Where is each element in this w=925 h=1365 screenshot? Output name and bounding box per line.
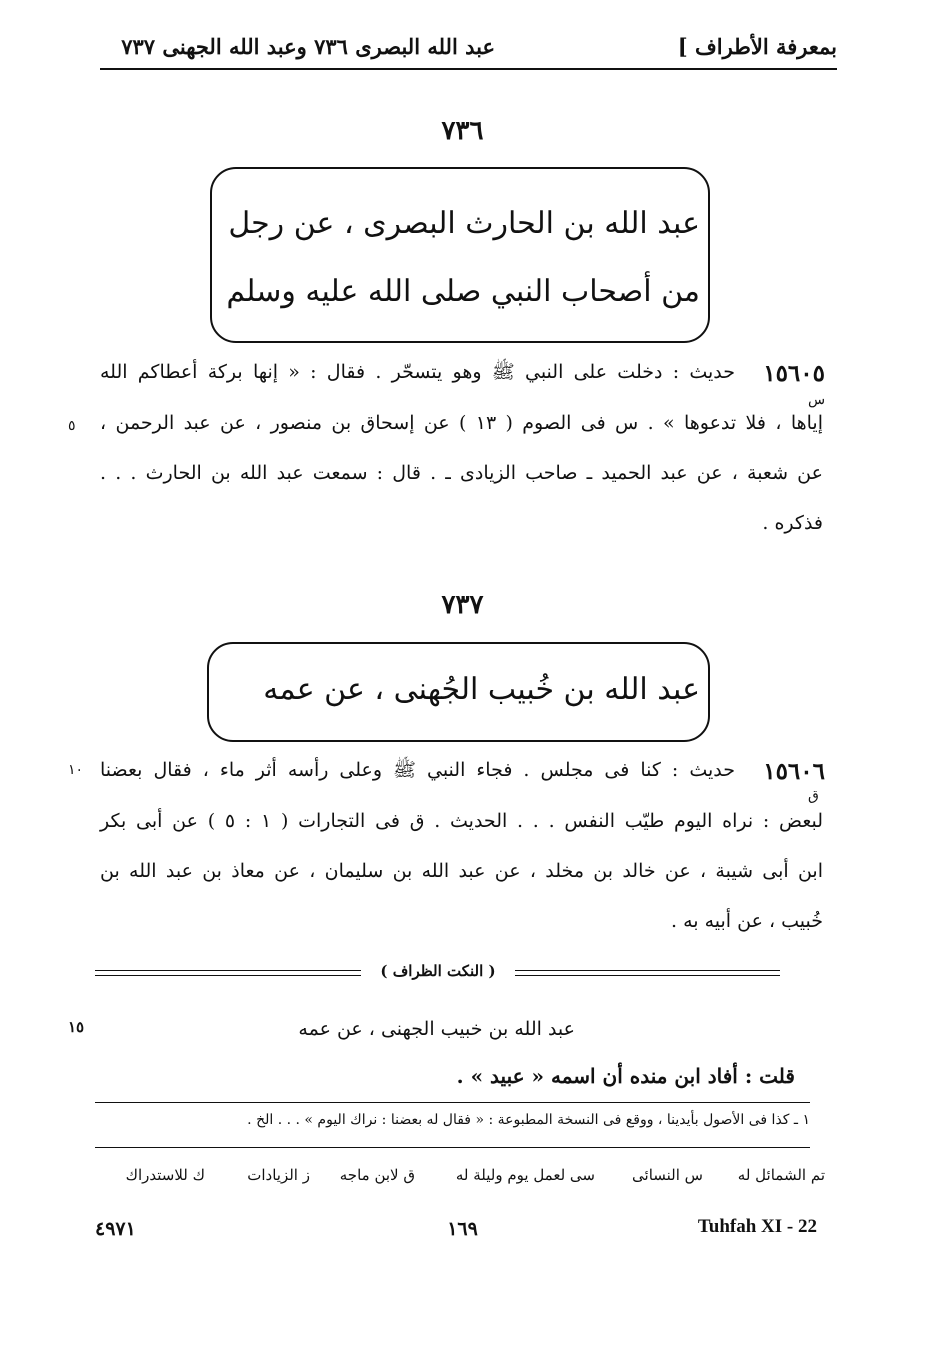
footer-volume: Tuhfah XI - 22 xyxy=(697,1216,817,1237)
running-header-center: عبد الله البصرى ٧٣٦ وعبد الله الجهنى ٧٣٧ xyxy=(121,34,495,59)
abbreviations-rule xyxy=(95,1147,810,1148)
divider-rule-left xyxy=(95,975,361,976)
section-number: ٧٣٦ xyxy=(441,116,484,146)
nukat-note: قلت : أفاد ابن منده أن اسمه « عبيد » . xyxy=(456,1064,795,1088)
footnote: ١ ـ كذا فى الأصول بأيدينا ، ووقع فى النسخة المطبوعة : « فقال له بعضنا : نراك اليوم » . . . الخ . xyxy=(247,1112,810,1128)
hadith-line: ابن أبى شيبة ، عن خالد بن مخلد ، عن عبد الله بن سليمان ، عن معاذ بن عبد الله بن xyxy=(100,860,823,882)
title-line: عبد الله بن خُبيب الجُهنى ، عن عمه xyxy=(263,672,700,707)
abbreviation: ق لابن ماجه xyxy=(339,1166,415,1184)
abbreviation: س النسائى xyxy=(632,1166,703,1184)
margin-note: س xyxy=(808,392,826,408)
footer-left-number: ٤٩٧١ xyxy=(95,1218,136,1240)
hadith-line: خُبيب ، عن أبيه به . xyxy=(671,910,823,932)
hadith-line: حديث : دخلت على النبي ﷺ وهو يتسحّر . فقال : « إنها بركة أعطاكم الله xyxy=(100,361,735,383)
margin-note: ٥ xyxy=(68,418,76,434)
divider-rule-right xyxy=(515,970,780,971)
footnote-rule xyxy=(95,1102,810,1103)
header-rule xyxy=(100,68,837,70)
hadith-line: حديث : كنا فى مجلس . فجاء النبي ﷺ وعلى رأسه أثر ماء ، فقال بعضنا xyxy=(100,759,735,781)
nukat-entry: عبد الله بن خبيب الجهنى ، عن عمه xyxy=(298,1018,575,1040)
abbreviation: سى لعمل يوم وليلة له xyxy=(455,1166,595,1184)
divider-rule-left xyxy=(95,970,361,971)
abbreviation: ز الزيادات xyxy=(247,1166,310,1184)
abbreviation: ك للاستدراك xyxy=(125,1166,205,1184)
section-number: ٧٣٧ xyxy=(441,590,484,620)
hadith-line: عن شعبة ، عن عبد الحميد ـ صاحب الزيادى ـ . قال : سمعت عبد الله بن الحارث . . . xyxy=(100,462,823,484)
margin-number: ١٥ xyxy=(68,1018,85,1036)
hadith-number: ١٥٦٠٥ xyxy=(763,360,825,387)
hadith-line: فذكره . xyxy=(762,512,823,534)
hadith-line: لبعض : نراه اليوم طيّب النفس . . . الحديث . ق فى التجارات ( ١ : ٥ ) عن أبى بكر xyxy=(100,810,824,832)
title-line: عبد الله بن الحارث البصرى ، عن رجل xyxy=(228,206,700,241)
abbreviation: تم الشمائل له xyxy=(737,1166,825,1184)
page-number: ١٦٩ xyxy=(447,1218,478,1240)
divider-rule-right xyxy=(515,975,780,976)
margin-note: ق xyxy=(808,788,819,804)
nukat-label: ( النكت الظراف ) xyxy=(380,962,496,980)
hadith-line: إياها ، فلا تدعوها » . س فى الصوم ( ١٣ ) عن إسحاق بن منصور ، عن عبد الرحمن ، xyxy=(100,412,823,434)
margin-note: ١٠ xyxy=(68,762,84,778)
hadith-number: ١٥٦٠٦ xyxy=(763,758,825,785)
running-header-right: بمعرفة الأطراف ] xyxy=(677,34,837,59)
title-line: من أصحاب النبي صلى الله عليه وسلم xyxy=(226,274,700,309)
